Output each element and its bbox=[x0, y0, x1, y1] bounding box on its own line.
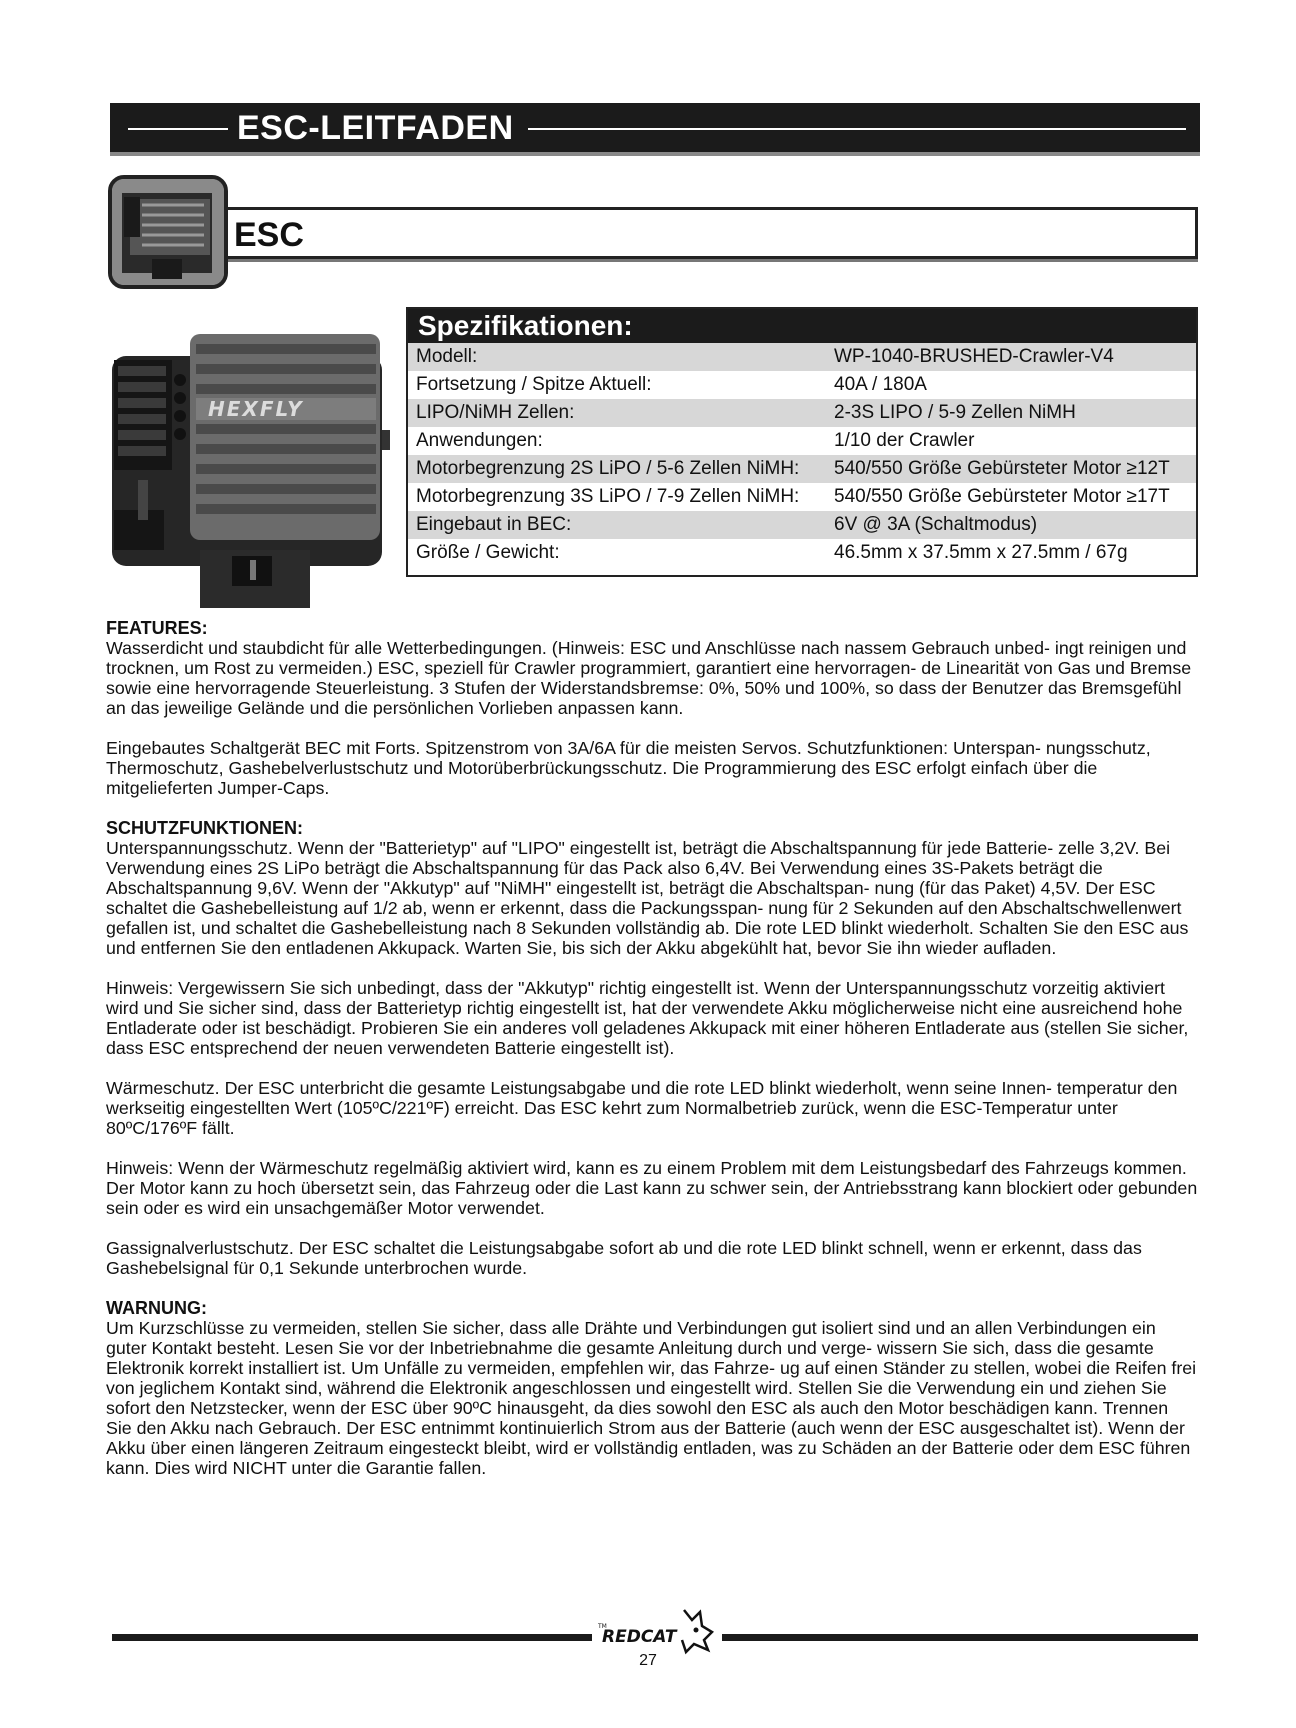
spec-value: 2-3S LIPO / 5-9 Zellen NiMH bbox=[834, 402, 1076, 423]
spec-key: Anwendungen: bbox=[416, 430, 543, 451]
spec-value: 6V @ 3A (Schaltmodus) bbox=[834, 514, 1038, 535]
spec-key: Motorbegrenzung 3S LiPO / 7-9 Zellen NiMH: bbox=[416, 486, 800, 507]
spec-row bbox=[408, 343, 1196, 371]
spec-row bbox=[408, 511, 1196, 539]
spec-row bbox=[408, 455, 1196, 483]
spec-value: 40A / 180A bbox=[834, 374, 927, 395]
protection-paragraph: Gassignalverlustschutz. Der ESC schaltet die Leistungsabgabe sofort ab und die rote LED blinkt schnell, wenn er erkennt, dass das Gashebelsignal für 0,1 Sekunde unterbrochen wurde. bbox=[106, 1238, 1142, 1278]
spec-key: Motorbegrenzung 2S LiPO / 5-6 Zellen NiMH: bbox=[416, 458, 800, 479]
esc-brand-label: HEXFLY bbox=[208, 397, 304, 421]
esc-product-photo bbox=[100, 330, 400, 610]
spec-key: Größe / Gewicht: bbox=[416, 542, 560, 563]
logo-text: REDCAT bbox=[602, 1627, 677, 1647]
spec-row bbox=[408, 427, 1196, 455]
title-bar bbox=[110, 103, 1200, 156]
page-number: 27 bbox=[639, 1652, 657, 1669]
protection-heading: SCHUTZFUNKTIONEN: bbox=[106, 818, 303, 838]
protection-paragraph: Unterspannungsschutz. Wenn der "Batterietyp" auf "LIPO" eingestellt ist, beträgt die Abschaltspannung für jede Batterie- zelle 3,2V. Bei Verwendung eines 2S LiPo beträgt die Abschaltspannung für das Pack also 6,4V. Bei Verwendung eines 3S-Pakets beträgt die Abschaltspannung 9,6V. Wenn der "Akkutyp" auf "NiMH" eingestellt ist, beträgt die Abschaltspan- nung (für das Paket) 4,5V. Der ESC schaltet die Gashebelleistung auf 1/2 ab, wenn er erkennt, dass die Packungsspan- nung für 2 Sekunden auf den Abschaltschwellenwert gefallen ist, und schaltet die Gashebelleistung nach 8 Sekunden vollständig ab. Die rote LED blinkt wiederholt. Schalten Sie den ESC aus und entfernen Sie den entladenen Akkupack. Warten Sie, bis sich der Akku abgekühlt hat, bevor Sie ihn wieder aufladen. bbox=[106, 838, 1189, 958]
footer-rule-left bbox=[112, 1634, 592, 1641]
spec-table-heading: Spezifikationen: bbox=[408, 309, 1196, 343]
spec-value: 540/550 Größe Gebürsteter Motor ≥12T bbox=[834, 458, 1170, 479]
section-header bbox=[222, 207, 1198, 259]
spec-row bbox=[408, 483, 1196, 511]
spec-key: Fortsetzung / Spitze Aktuell: bbox=[416, 374, 652, 395]
protection-paragraph: Hinweis: Wenn der Wärmeschutz regelmäßig aktiviert wird, kann es zu einem Problem mit dem Leistungsbedarf des Fahrzeugs kommen. Der Motor kann zu hoch übersetzt sein, das Fahrzeug oder die Last kann zu schwer sein, der Antriebsstrang kann blockiert oder gebunden sein oder es wird ein unsachgemäßer Motor verwendet. bbox=[106, 1158, 1198, 1218]
footer-rule-right bbox=[722, 1634, 1198, 1641]
spec-value: 46.5mm x 37.5mm x 27.5mm / 67g bbox=[834, 542, 1128, 563]
esc-thumbnail-image bbox=[108, 175, 228, 289]
features-heading: FEATURES: bbox=[106, 618, 208, 638]
page-title: ESC-LEITFADEN bbox=[237, 109, 514, 147]
protection-paragraph: Hinweis: Vergewissern Sie sich unbedingt, dass der "Akkutyp" richtig eingestellt ist. Wenn der Unterspannungsschutz vorzeitig aktiviert wird und Sie sicher sind, dass der Batterietyp richtig eingestellt ist, hat der verwendete Akku möglicherweise nicht eine ausreichend hohe Entladerate oder ist beschädigt. Probieren Sie ein anderes voll geladenes Akkupack mit einer höheren Entladerate aus (stellen Sie sicher, dass ESC entsprechend der neuen verwendeten Batterie eingestellt ist). bbox=[106, 978, 1189, 1058]
spec-key: LIPO/NiMH Zellen: bbox=[416, 402, 575, 423]
spec-key: Eingebaut in BEC: bbox=[416, 514, 572, 535]
redcat-logo bbox=[596, 1606, 722, 1656]
section-title: ESC bbox=[234, 216, 304, 254]
warning-heading: WARNUNG: bbox=[106, 1298, 207, 1318]
spec-value: 1/10 der Crawler bbox=[834, 430, 975, 451]
spec-value: 540/550 Größe Gebürsteter Motor ≥17T bbox=[834, 486, 1170, 507]
warning-paragraph: Um Kurzschlüsse zu vermeiden, stellen Sie sicher, dass alle Drähte und Verbindungen gut isoliert sind und an allen Verbindungen ein guter Kontakt besteht. Lesen Sie vor der Inbetriebnahme die gesamte Anleitung durch und verge- wissern Sie sich, dass die gesamte Elektronik korrekt installiert ist. Um Unfälle zu vermeiden, empfehlen wir, das Fahrze- ug auf einen Ständer zu stellen, wobei die Reifen frei von jeglichem Kontakt sind, während die Elektronik angeschlossen und eingestellt wird. Stellen Sie die Verwendung ein und ziehen Sie sofort den Netzstecker, wenn der ESC über 90ºC hinausgeht, da dies sowohl den ESC als auch den Motor beschädigen kann. Trennen Sie den Akku nach Gebrauch. Der ESC entnimmt kontinuierlich Strom aus der Batterie (auch wenn der ESC ausgeschaltet ist). Wenn der Akku über einen längeren Zeitraum eingesteckt bleibt, wird er vollständig entladen, was zu Schäden an der Batterie oder dem ESC führen kann. Dies wird NICHT unter die Garantie fallen. bbox=[106, 1318, 1197, 1478]
protection-paragraph: Wärmeschutz. Der ESC unterbricht die gesamte Leistungsabgabe und die rote LED blinkt wiederholt, wenn seine Innen- temperatur den werkseitig eingestellten Wert (105ºC/221ºF) erreicht. Das ESC kehrt zum Normalbetrieb zurück, wenn die ESC-Temperatur unter 80ºC/176ºF fällt. bbox=[106, 1078, 1178, 1138]
spec-row bbox=[408, 371, 1196, 399]
logo-trademark: TM bbox=[598, 1623, 607, 1630]
title-rule-right bbox=[528, 128, 1186, 130]
features-paragraph: Eingebautes Schaltgerät BEC mit Forts. Spitzenstrom von 3A/6A für die meisten Servos. Schutzfunktionen: Unterspan- nungsschutz, Thermoschutz, Gashebelverlustschutz und Motorüberbrückungsschutz. Die Programmierung des ESC erfolgt einfach über die mitgelieferten Jumper-Caps. bbox=[106, 738, 1151, 798]
spec-row bbox=[408, 399, 1196, 427]
title-rule-left bbox=[128, 128, 228, 130]
spec-row bbox=[408, 539, 1196, 567]
spec-table bbox=[406, 307, 1198, 577]
body-content bbox=[106, 618, 1198, 1498]
spec-key: Modell: bbox=[416, 346, 478, 367]
spec-value: WP-1040-BRUSHED-Crawler-V4 bbox=[834, 346, 1114, 367]
features-paragraph: Wasserdicht und staubdicht für alle Wetterbedingungen. (Hinweis: ESC und Anschlüsse nach nassem Gebrauch unbed- ingt reinigen und trocknen, um Rost zu vermeiden.) ESC, speziell für Crawler programmiert, garantiert eine hervorragen- de Linearität von Gas und Bremse sowie eine hervorragende Steuerleistung. 3 Stufen der Widerstandsbremse: 0%, 50% und 100%, so dass der Benutzer das Bremsgefühl an das jeweilige Gelände und die persönlichen Vorlieben anpassen kann. bbox=[106, 638, 1192, 718]
